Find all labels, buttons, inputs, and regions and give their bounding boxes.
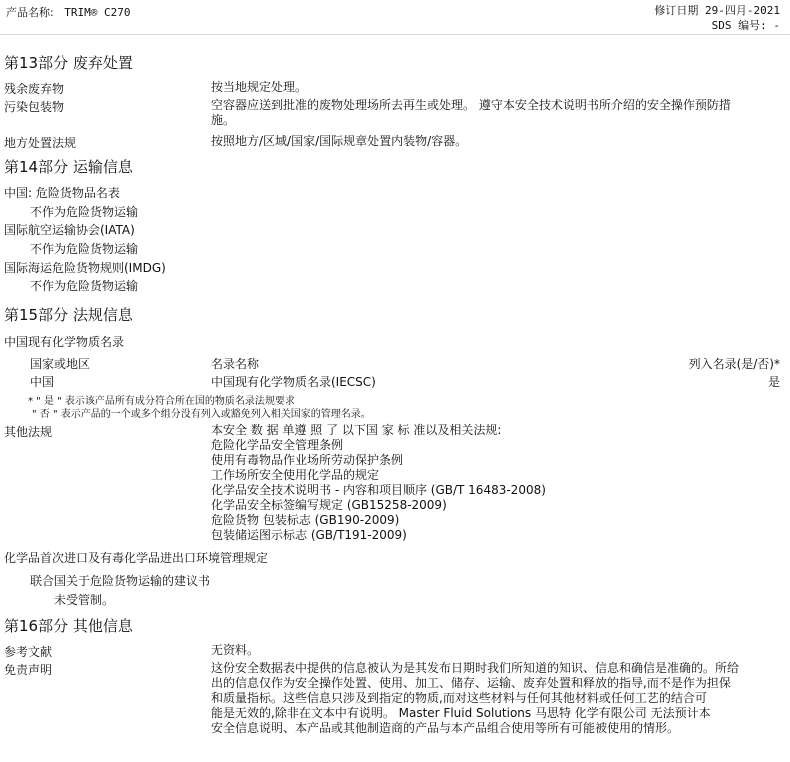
header-divider: [0, 34, 790, 35]
col-country-header: 国家或地区: [30, 357, 91, 371]
section-14-title: 第14部分 运输信息: [4, 158, 133, 176]
other-regulations-line: 化学品安全标签编写规定 (GB15258-2009): [211, 498, 447, 512]
other-regulations-label: 其他法规: [4, 425, 53, 439]
section-15-title: 第15部分 法规信息: [4, 306, 133, 324]
other-regulations-line: 包装储运图示标志 (GB/T191-2009): [211, 528, 407, 542]
import-regulation-title: 化学品首次进口及有毒化学品进出口环境管理规定: [4, 551, 269, 565]
col-listed-header: 列入名录(是/否)*: [688, 357, 780, 371]
imdg-value: 不作为危险货物运输: [30, 279, 139, 293]
un-recommendations-value: 未受管制。: [54, 593, 115, 607]
other-regulations-line: 本安全 数 据 单遵 照 了 以下国 家 标 准以及相关法规:: [211, 423, 502, 437]
contaminated-packaging-label: 污染包装物: [4, 100, 65, 114]
inventory-title: 中国现有化学物质名录: [4, 335, 125, 349]
disclaimer-line: 能是无效的,除非在文本中有说明。 Master Fluid Solutions 马思特 化学有限公司 无法预计本: [211, 706, 711, 720]
section-13-title: 第13部分 废弃处置: [4, 54, 133, 72]
disclaimer-line: 这份安全数据表中提供的信息被认为是其发布日期时我们所知道的知识、信息和确信是准确的。所给: [211, 661, 740, 675]
china-dangerous-goods-value: 不作为危险货物运输: [30, 205, 139, 219]
row-listed: 是: [767, 375, 780, 389]
product-name: TRIM® C270: [64, 6, 131, 19]
disclaimer-line: 安全信息说明、本产品或其他制造商的产品与本产品组合使用等所有可能被使用的情形。: [211, 721, 680, 735]
iata-label: 国际航空运输协会(IATA): [4, 223, 135, 237]
other-regulations-line: 危险化学品安全管理条例: [211, 438, 344, 452]
local-regulations-value: 按照地方/区域/国家/国际规章处置内装物/容器。: [211, 134, 468, 148]
other-regulations-line: 工作场所安全使用化学品的规定: [211, 468, 380, 482]
other-regulations-line: 使用有毒物品作业场所劳动保护条例: [211, 453, 404, 467]
disclaimer-label: 免责声明: [4, 663, 53, 677]
other-regulations-line: 危险货物 包装标志 (GB190-2009): [211, 513, 400, 527]
page-header: [0, 0, 790, 34]
residual-waste-value: 按当地规定处理。: [211, 80, 308, 94]
un-recommendations-label: 联合国关于危险货物运输的建议书: [30, 574, 211, 588]
section-16-title: 第16部分 其他信息: [4, 617, 133, 635]
contaminated-packaging-line-2: 施。: [211, 113, 236, 127]
col-name-header: 名录名称: [211, 357, 260, 371]
note-yes: * " 是 " 表示该产品所有成分符合所在国的物质名录法规要求: [28, 396, 295, 407]
china-dangerous-goods-label: 中国: 危险货物品名表: [4, 186, 120, 200]
row-inventory-name: 中国现有化学物质名录(IECSC): [211, 375, 376, 389]
local-regulations-label: 地方处置法规: [4, 136, 77, 150]
product-label: 产品名称:: [6, 6, 54, 19]
note-no: " 否 " 表示产品的一个或多个组分没有列入或豁免列入相关国家的管理名录。: [32, 409, 371, 420]
other-regulations-line: 化学品安全技术说明书 - 内容和项目顺序 (GB/T 16483-2008): [211, 483, 546, 497]
iata-value: 不作为危险货物运输: [30, 242, 139, 256]
residual-waste-label: 残余废弃物: [4, 82, 65, 96]
contaminated-packaging-line-1: 空容器应送到批准的废物处理场所去再生或处理。 遵守本安全技术说明书所介绍的安全操作预防措: [211, 98, 731, 112]
sds-number: SDS 编号: -: [711, 19, 780, 32]
references-label: 参考文献: [4, 645, 53, 659]
revision-date: 修订日期 29-四月-2021: [654, 4, 780, 17]
disclaimer-line: 和质量指标。这些信息只涉及到指定的物质,而对这些材料与任何其他材料或任何工艺的结合可: [211, 691, 707, 705]
row-country: 中国: [30, 375, 55, 389]
imdg-label: 国际海运危险货物规则(IMDG): [4, 261, 166, 275]
references-value: 无资料。: [211, 643, 260, 657]
disclaimer-line: 出的信息仅作为安全操作处置、使用、加工、储存、运输、废弃处置和释放的指导,而不是作为担保: [211, 676, 731, 690]
product-line: [6, 4, 130, 20]
